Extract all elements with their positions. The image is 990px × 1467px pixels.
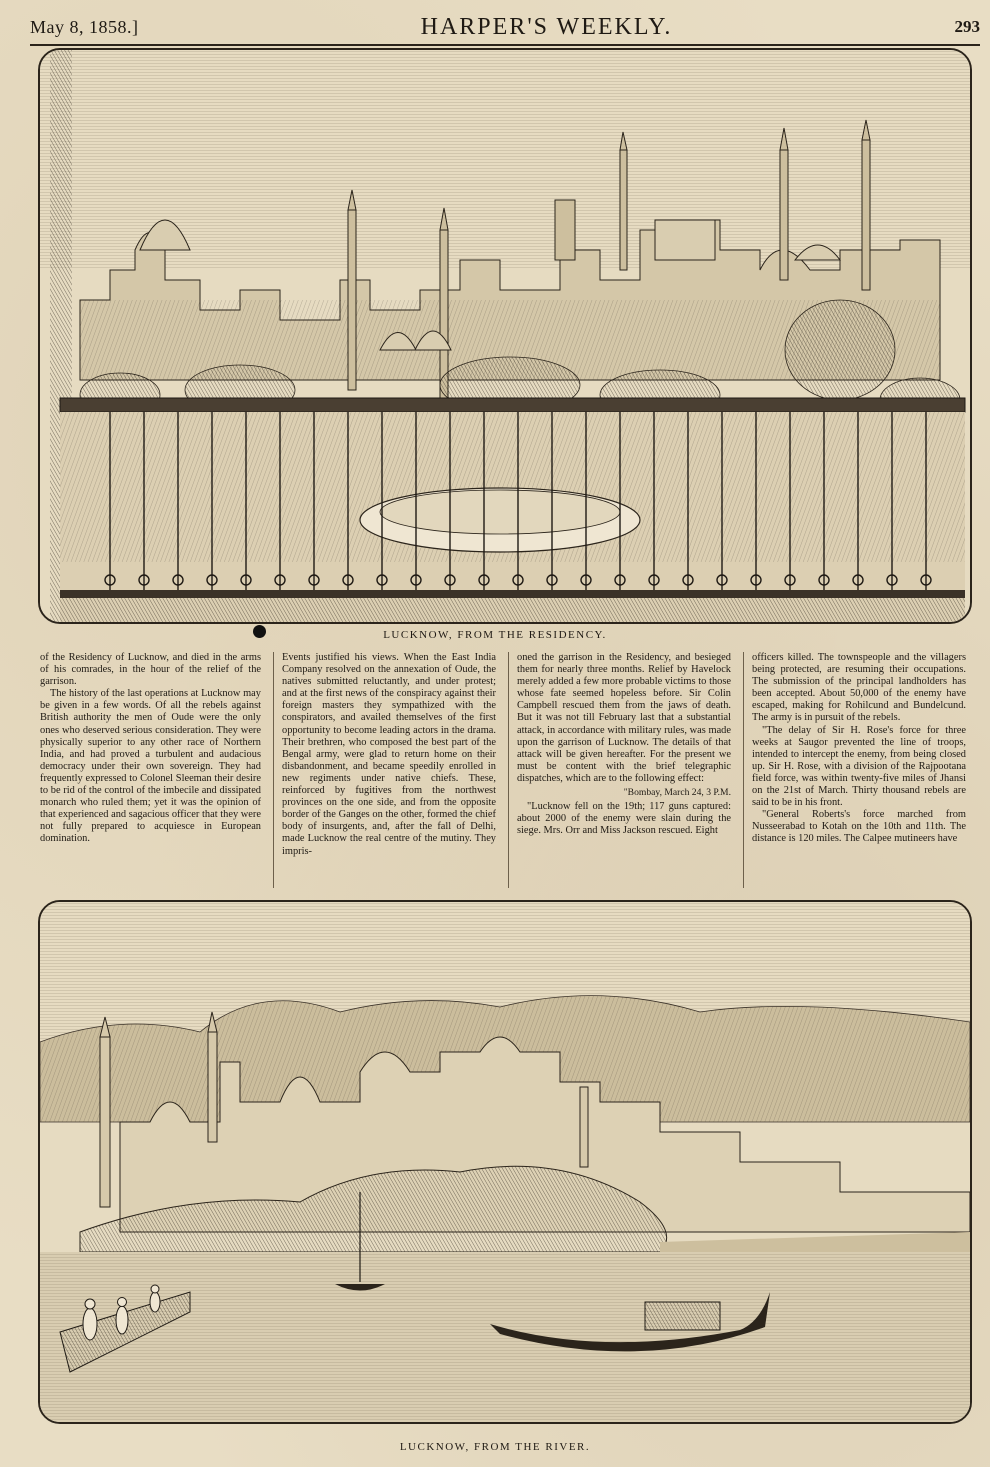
paragraph: "General Roberts's force marched from Nusseerabad to Kotah on the 10th and 11th. The distance is 120 miles. The Calpee mutineers have (752, 809, 966, 845)
paragraph: Events justified his views. When the East India Company resolved on the annexation of Oude, the natives submitted reluctantly, and under protest; and at the first news of the conspiracy against their foreign masters they sympathized with the conspirators, and availed themselves of the first opportunity to become leading actors in the drama. Their brethren, who composed the best part of the Bengal army, were glad to return home on their disbandonment, and became speedily enrolled in new regiments under native chiefs. These, reinforced by fugitives from the northwest provinces on the one side, and from the opposite border of the Ganges on the other, formed the chief body of insurgents, and, after the fall of Delhi, made Lucknow the real centre of the mutiny. They impris- (282, 652, 496, 857)
article-column-4 (743, 652, 968, 888)
paragraph: officers killed. The townspeople and the villagers being protected, are resuming their occupations. The submission of the principal landholders has been accepted. About 50,000 of the enemy have escaped, making for Rohilcund and Bundelcund. The army is in pursuit of the rebels. (752, 652, 966, 724)
paragraph: oned the garrison in the Residency, and besieged them for nearly three months. Relief by Havelock merely added a few more probable victims to those whose fate seemed hopeless before. Sir Colin Campbell rescued them from the jaws of death. But it was not till February last that a substantial attack, in accordance with military rules, was made upon the garrison of Lucknow. The details of that attack will be given hereafter. For the present we must be content with the brief telegraphic dispatches, which are to the following effect: (517, 652, 731, 784)
top-engraving-caption: LUCKNOW, FROM THE RESIDENCY. (383, 629, 607, 641)
paragraph: of the Residency of Lucknow, and died in the arms of his comrades, in the hour of the relief of the garrison. (40, 652, 261, 688)
paragraph: The history of the last operations at Lucknow may be given in a few words. Of all the rebels against British authority the men of Oude were the only ones who deserved serious consideration. They were physically superior to any other race of Northern India, and had proved a turbulent and audacious democracy under their own sovereign. They had frequently expressed to Colonel Sleeman their desire to be rid of the control of the imbecile and dissipated monarch who ruled them; yet it was the opinion of that experienced and sagacious officer that they were not fully prepared to acquiesce in European domination. (40, 688, 261, 845)
masthead (30, 10, 980, 46)
article-column-1 (38, 652, 263, 888)
bottom-engraving-caption: LUCKNOW, FROM THE RIVER. (399, 1441, 591, 1453)
page-number: 293 (954, 17, 980, 36)
river-view-illustration (40, 902, 970, 1422)
engraving-lucknow-residency (38, 48, 972, 624)
paragraph: "The delay of Sir H. Rose's force for three weeks at Saugor prevented the line of troops, intended to intercept the enemy, from being closed up. Sir H. Rose, with a division of the Rajpootana field force, was within twenty-five miles of Jhansi on the 21st of March. Thirty thousand rebels are said to be in his front. (752, 724, 966, 809)
dispatch-dateline: "Bombay, March 24, 3 P.M. (623, 787, 731, 799)
publication-title: HARPER'S WEEKLY. (420, 13, 673, 40)
engraving-lucknow-river (38, 900, 972, 1424)
article-column-3 (508, 652, 733, 888)
issue-date: May 8, 1858.] (30, 16, 139, 37)
residency-view-illustration (40, 50, 970, 622)
article-columns (38, 652, 968, 888)
article-column-2 (273, 652, 498, 888)
paragraph: "Lucknow fell on the 19th; 117 guns captured: about 2000 of the enemy were slain during the siege. Mrs. Orr and Miss Jackson rescued. Eight (517, 801, 731, 837)
